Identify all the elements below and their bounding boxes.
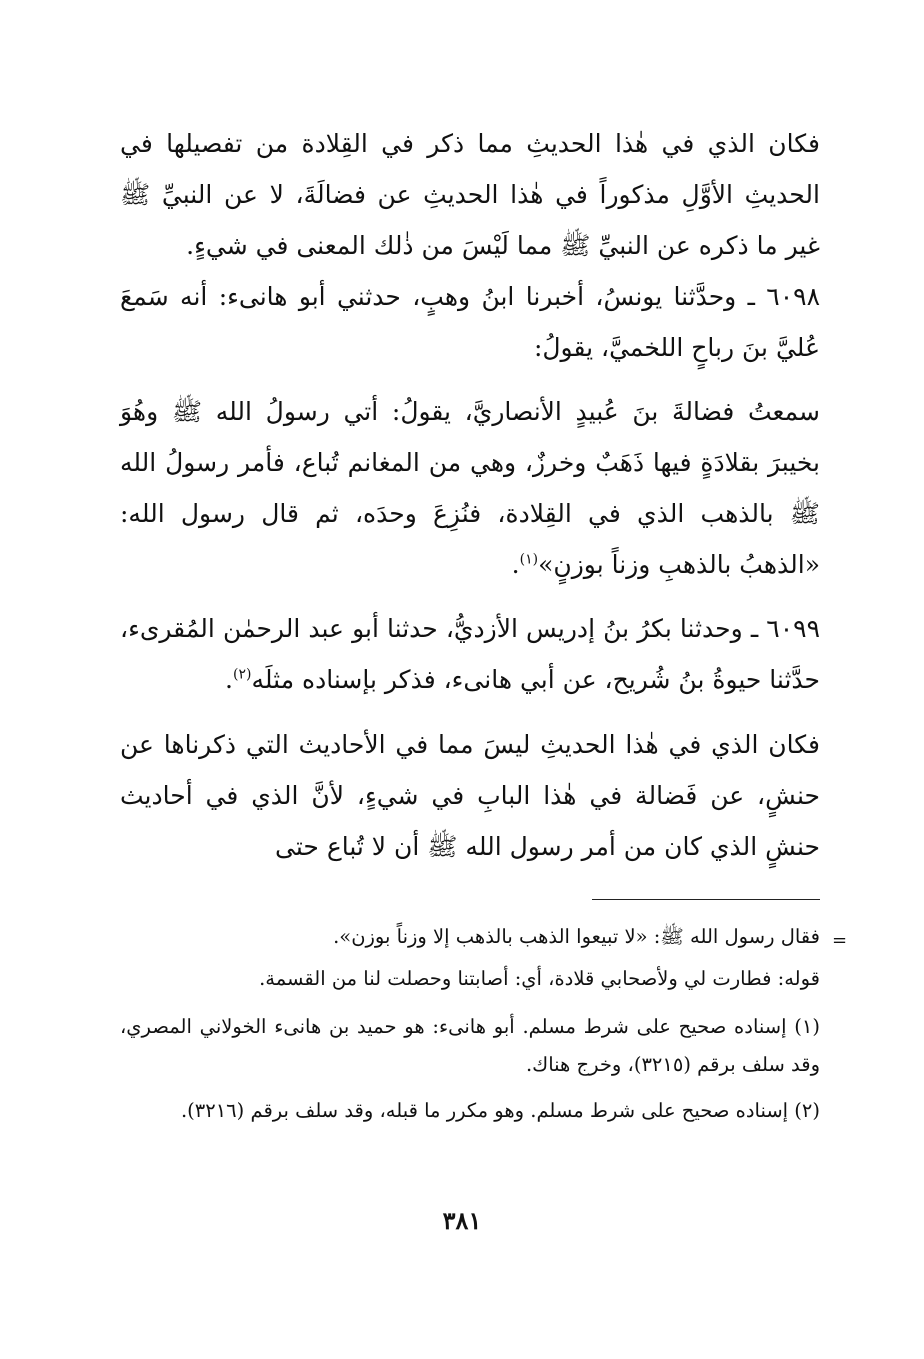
hadith-6098-chain: ٦٠٩٨ ـ وحدَّثنا يونسُ، أخبرنا ابنُ وهبٍ، حدثني أبو هانىء: أنه سَمعَ عُليَّ بنَ رباحٍ اللخميَّ، يقولُ:: [120, 282, 820, 362]
main-text-block: [120, 118, 820, 872]
footnote-2: (٢) إسناده صحيح على شرط مسلم. وهو مكرر ما قبله، وقد سلف برقم (٣٢١٦).: [180, 1099, 820, 1122]
hadith-6098-body: سمعتُ فضالةَ بنَ عُبيدٍ الأنصاريَّ، يقولُ: أتي رسولُ الله ﷺ وهُوَ بخيبرَ بقلادَةٍ فيها ذَهَبٌ وخرزٌ، وهي من المغانم تُباع، فأمر رسولُ الله ﷺ بالذهب الذي في القِلادة، فنُزِعَ وحدَه، ثم قال رسول الله: «الذهبُ بالذهبِ وزناً بوزنٍ»: [120, 397, 820, 579]
page-number: ٣٨١: [442, 1206, 482, 1235]
commentary-paragraph-2: فكان الذي في هٰذا الحديثِ ليسَ مما في الأحاديث التي ذكرناها عن حنشٍ، عن فَضالة في هٰذا البابِ في شيءٍ، لأنَّ الذي في أحاديث حنشٍ الذي كان من أمر رسول الله ﷺ أن لا تُباع حتى: [120, 730, 820, 861]
footnotes-block: [120, 918, 820, 1130]
hadith-6098-text: [120, 386, 820, 590]
footnote-continuation-marker: =: [832, 930, 848, 951]
footnote-ref-1: (١): [519, 551, 539, 568]
commentary-paragraph-1: فكان الذي في هٰذا الحديثِ مما ذكر في القِلادة من تفصيلها في الحديثِ الأوَّلِ مذكوراً في هٰذا الحديثِ عن فضالَةَ، لا عن النبيِّ ﷺ غير ما ذكره عن النبيِّ ﷺ مما لَيْسَ من ذٰلك المعنى في شيءٍ.: [120, 129, 820, 260]
hadith-6099: [120, 603, 820, 705]
footnote-ref-2: (٢): [233, 666, 252, 683]
footnote-continued-line-1: فقال رسول الله ﷺ: «لا تبيعوا الذهب بالذهب إلا وزناً بوزن».: [333, 925, 820, 948]
footnote-continued-line-2: قوله: فطارت لي ولأصحابي قلادة، أي: أصابتنا وحصلت لنا من القسمة.: [259, 967, 820, 990]
hadith-6099-body: ٦٠٩٩ ـ وحدثنا بكرُ بنُ إدريس الأزديُّ، حدثنا أبو عبد الرحمٰن المُقرىء، حدَّثنا حيوةُ بنُ شُريح، عن أبي هانىء، فذكر بإسناده مثلَه: [120, 614, 820, 694]
footnote-separator: [592, 899, 820, 900]
hadith-6099-end: .: [225, 665, 233, 694]
hadith-6098-end: .: [511, 550, 520, 579]
footnote-1: (١) إسناده صحيح على شرط مسلم. أبو هانىء: هو حميد بن هانىء الخولاني المصري، وقد سلف برقم (٣٢١٥)، وخرج هناك.: [120, 1015, 820, 1076]
